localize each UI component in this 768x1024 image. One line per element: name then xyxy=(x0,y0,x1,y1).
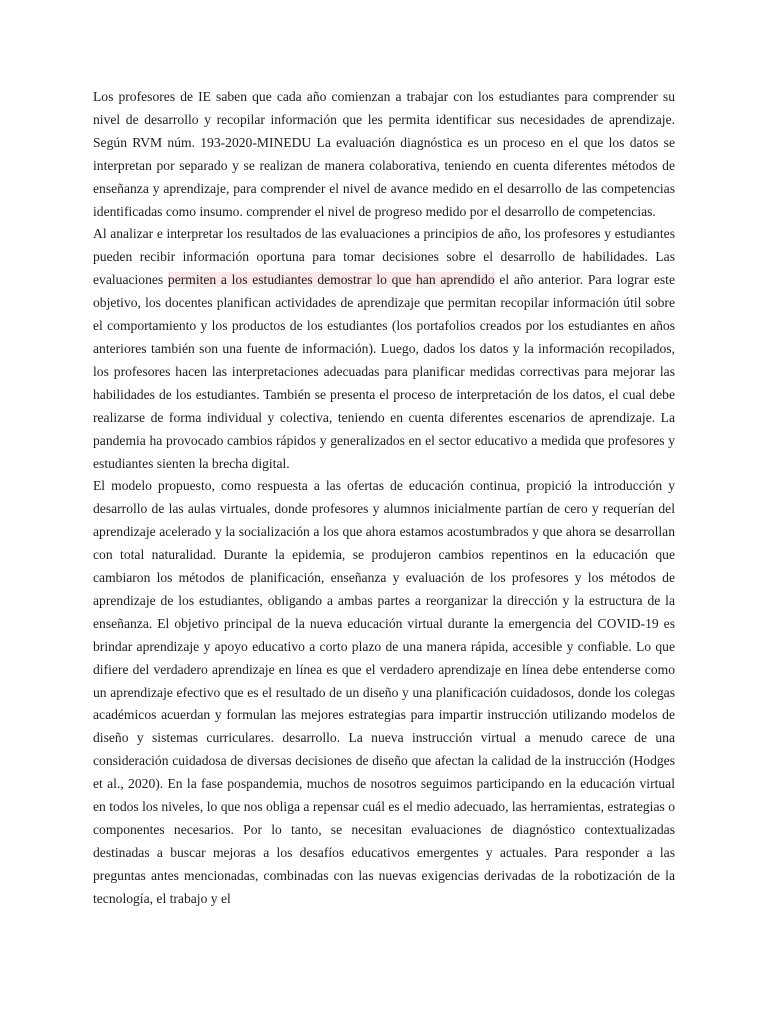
paragraph-2-before: Al analizar e interpretar los resultados de las evaluaciones a principios de año, los profesores y estudiantes pueden recibir información oportuna para tomar decisiones sobre el desarrollo de habilidades. Las evaluaciones xyxy=(93,226,675,288)
document-body xyxy=(93,86,675,911)
paragraph-2-after: el año anterior. Para lograr este objetivo, los docentes planifican actividades de aprendizaje que permitan recopilar información útil sobre el comportamiento y los productos de los estudiantes (los portafolios creados por los estudiantes en años anteriores también son una fuente de información). Luego, dados los datos y la información recopilados, los profesores hacen las interpretaciones adecuadas para planificar medidas correctivas para mejorar las habilidades de los estudiantes. También se presenta el proceso de interpretación de los datos, el cual debe realizarse de forma individual y colectiva, teniendo en cuenta diferentes escenarios de aprendizaje. La pandemia ha provocado cambios rápidos y generalizados en el sector educativo a medida que profesores y estudiantes sienten la brecha digital. xyxy=(93,272,675,471)
paragraph-3: El modelo propuesto, como respuesta a las ofertas de educación continua, propició la introducción y desarrollo de las aulas virtuales, donde profesores y alumnos inicialmente partían de cero y requerían del aprendizaje acelerado y la socialización a los que ahora estamos acostumbrados y que ahora se desarrollan con total naturalidad. Durante la epidemia, se produjeron cambios repentinos en la educación que cambiaron los métodos de planificación, enseñanza y evaluación de los profesores y los métodos de aprendizaje de los estudiantes, obligando a ambas partes a reorganizar la dirección y la estructura de la enseñanza. El objetivo principal de la nueva educación virtual durante la emergencia del COVID-19 es brindar aprendizaje y apoyo educativo a corto plazo de una manera rápida, accesible y confiable. Lo que difiere del verdadero aprendizaje en línea es que el verdadero aprendizaje en línea debe entenderse como un aprendizaje efectivo que es el resultado de un diseño y una planificación cuidadosos, donde los colegas académicos acuerdan y formulan las mejores estrategias para impartir instrucción utilizando modelos de diseño y sistemas curriculares. desarrollo. La nueva instrucción virtual a menudo carece de una consideración cuidadosa de diversas decisiones de diseño que afectan la calidad de la instrucción (Hodges et al., 2020). En la fase pospandemia, muchos de nosotros seguimos participando en la educación virtual en todos los niveles, lo que nos obliga a repensar cuál es el medio adecuado, las herramientas, estrategias o componentes necesarios. Por lo tanto, se necesitan evaluaciones de diagnóstico contextualizadas destinadas a buscar mejoras a los desafíos educativos emergentes y actuales. Para responder a las preguntas antes mencionadas, combinadas con las nuevas exigencias derivadas de la robotización de la tecnología, el trabajo y el xyxy=(93,478,675,906)
paragraph-2 xyxy=(93,223,675,475)
paragraph-1: Los profesores de IE saben que cada año comienzan a trabajar con los estudiantes para comprender su nivel de desarrollo y recopilar información que les permita identificar sus necesidades de aprendizaje. Según RVM núm. 193-2020-MINEDU La evaluación diagnóstica es un proceso en el que los datos se interpretan por separado y se realizan de manera colaborativa, teniendo en cuenta diferentes métodos de enseñanza y aprendizaje, para comprender el nivel de avance medido en el desarrollo de las competencias identificadas como insumo. comprender el nivel de progreso medido por el desarrollo de competencias. xyxy=(93,89,675,219)
highlighted-text: permiten a los estudiantes demostrar lo que han aprendido xyxy=(167,272,495,288)
